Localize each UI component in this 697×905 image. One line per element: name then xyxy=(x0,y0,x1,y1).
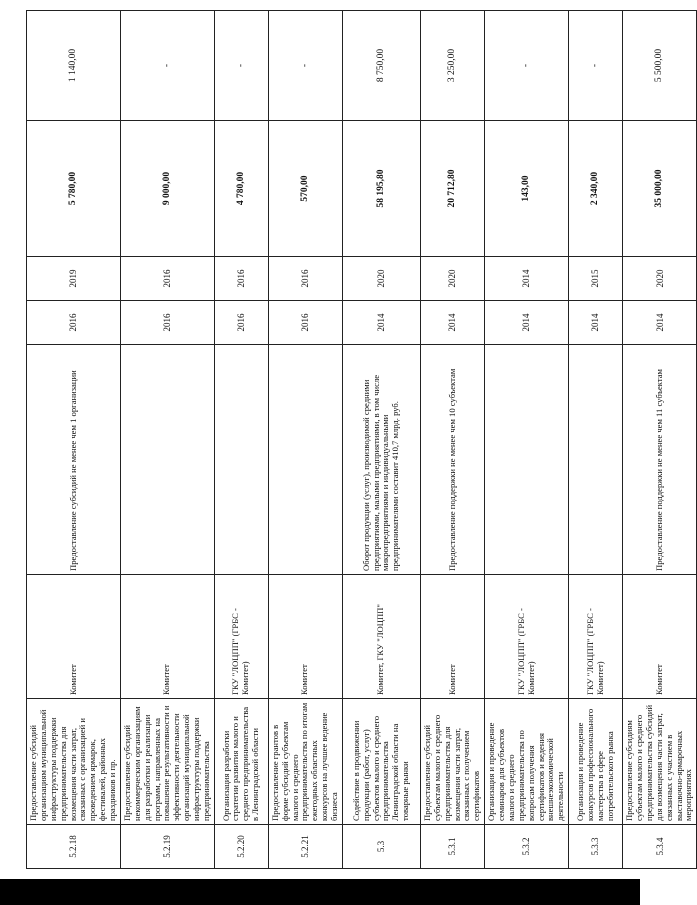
total-amount: 9 000,00 xyxy=(120,121,214,257)
table-row xyxy=(214,11,268,869)
measure-name: Организация разработки стратегии развития малого и среднего предпринимательства в Ленинградской области xyxy=(214,699,268,825)
start-year: 2014 xyxy=(420,301,484,345)
expected-result xyxy=(214,345,268,575)
expected-result xyxy=(569,345,623,575)
table-row xyxy=(120,11,214,869)
table-row xyxy=(27,11,121,869)
executor: ГКУ "ЛОЦПП" (ГРБС - Комитет) xyxy=(214,575,268,699)
table-row xyxy=(569,11,623,869)
end-year: 2019 xyxy=(27,257,121,301)
row-number: 5.2.18 xyxy=(27,825,121,869)
scan-bottom-bar xyxy=(0,879,640,905)
expected-result: Предоставление поддержки не менее чем 11 субъектам xyxy=(623,345,697,575)
expected-result xyxy=(268,345,342,575)
measure-name: Организация и проведение семинаров для субъектов малого и среднего предпринимательства по вопросам получения сертификатов и ведения внешнеэкономической деятельности xyxy=(485,699,569,825)
total-amount: 58 195,80 xyxy=(342,121,420,257)
row-number: 5.3.3 xyxy=(569,825,623,869)
period-amount: 5 500,00 xyxy=(623,11,697,121)
start-year: 2014 xyxy=(569,301,623,345)
period-amount: - xyxy=(268,11,342,121)
total-amount: 35 000,00 xyxy=(623,121,697,257)
start-year: 2014 xyxy=(623,301,697,345)
end-year: 2016 xyxy=(268,257,342,301)
executor: Комитет xyxy=(623,575,697,699)
total-amount: 20 712,80 xyxy=(420,121,484,257)
start-year: 2016 xyxy=(214,301,268,345)
measure-name: Предоставление субсидий субъектам малого и среднего предпринимательства для возмещения части затрат, связанных с получением сертификатов xyxy=(420,699,484,825)
row-number: 5.2.19 xyxy=(120,825,214,869)
executor: Комитет xyxy=(268,575,342,699)
row-number: 5.3.1 xyxy=(420,825,484,869)
start-year: 2014 xyxy=(342,301,420,345)
total-amount: 2 340,00 xyxy=(569,121,623,257)
period-amount: - xyxy=(120,11,214,121)
start-year: 2016 xyxy=(27,301,121,345)
table-row xyxy=(623,11,697,869)
period-amount: 1 140,00 xyxy=(27,11,121,121)
measure-name: Предоставление субсидий организациям муниципальной инфраструктуры поддержки предпринимательства для возмещения части затрат, связанных с организацией и проведением ярмарок, фестивалей, районных праздников и пр. xyxy=(27,699,121,825)
executor: Комитет, ГКУ "ЛОЦПП" xyxy=(342,575,420,699)
total-amount: 570,00 xyxy=(268,121,342,257)
end-year: 2014 xyxy=(485,257,569,301)
row-number: 5.3.4 xyxy=(623,825,697,869)
executor: Комитет xyxy=(120,575,214,699)
expected-result xyxy=(485,345,569,575)
end-year: 2020 xyxy=(420,257,484,301)
executor: ГКУ "ЛОЦПП" (ГРБС - Комитет) xyxy=(485,575,569,699)
row-number: 5.3.2 xyxy=(485,825,569,869)
end-year: 2016 xyxy=(120,257,214,301)
expected-result xyxy=(120,345,214,575)
end-year: 2020 xyxy=(623,257,697,301)
end-year: 2020 xyxy=(342,257,420,301)
table-row xyxy=(485,11,569,869)
measure-name: Организация и проведение конкурсов профессионального мастерства в сфере потребительского рынка xyxy=(569,699,623,825)
start-year: 2016 xyxy=(268,301,342,345)
period-amount: - xyxy=(569,11,623,121)
end-year: 2016 xyxy=(214,257,268,301)
expected-result: Предоставление поддержки не менее чем 10 субъектам xyxy=(420,345,484,575)
table-row xyxy=(420,11,484,869)
expected-result: Предоставление субсидий не менее чем 1 организации xyxy=(27,345,121,575)
row-number: 5.2.21 xyxy=(268,825,342,869)
end-year: 2015 xyxy=(569,257,623,301)
rotated-document-page xyxy=(26,11,694,869)
start-year: 2016 xyxy=(120,301,214,345)
table-body xyxy=(27,11,697,869)
measure-name: Содействие в продвижении продукции (работ, услуг) субъектов малого и среднего предпринимательства Ленинградской области на товарные рынки xyxy=(342,699,420,825)
period-amount: 3 250,00 xyxy=(420,11,484,121)
executor: Комитет xyxy=(27,575,121,699)
measure-name: Предоставление грантов в форме субсидий субъектам малого и среднего предпринимательства по итогам ежегодных областных конкурсов на лучшее ведение бизнеса xyxy=(268,699,342,825)
measure-name: Предоставление субсидий некоммерческим организациям для разработки и реализации программ, направленных на повышение результативности и эффективности деятельности организаций муниципальной инфраструктуры поддержки предпринимательства xyxy=(120,699,214,825)
executor: ГКУ "ЛОЦПП" (ГРБС - Комитет) xyxy=(569,575,623,699)
table-row xyxy=(268,11,342,869)
table-row xyxy=(342,11,420,869)
total-amount: 5 780,00 xyxy=(27,121,121,257)
row-number: 5.2.20 xyxy=(214,825,268,869)
period-amount: 8 750,00 xyxy=(342,11,420,121)
period-amount: - xyxy=(214,11,268,121)
row-number: 5.3 xyxy=(342,825,420,869)
executor: Комитет xyxy=(420,575,484,699)
measure-name: Предоставление субсидиям субъектам малого и среднего предпринимательства субсидий для возмещения части затрат, связанных с участием в выставочно-ярмарочных мероприятиях xyxy=(623,699,697,825)
expected-result: Оборот продукции (услуг), производимой средними предприятиями, малыми предприятиями, в том числе микропредприятиями и индивидуальными предпринимателями составит 410,7 млрд. руб. xyxy=(342,345,420,575)
period-amount: - xyxy=(485,11,569,121)
start-year: 2014 xyxy=(485,301,569,345)
total-amount: 4 780,00 xyxy=(214,121,268,257)
program-measures-table xyxy=(26,10,697,869)
total-amount: 143,00 xyxy=(485,121,569,257)
